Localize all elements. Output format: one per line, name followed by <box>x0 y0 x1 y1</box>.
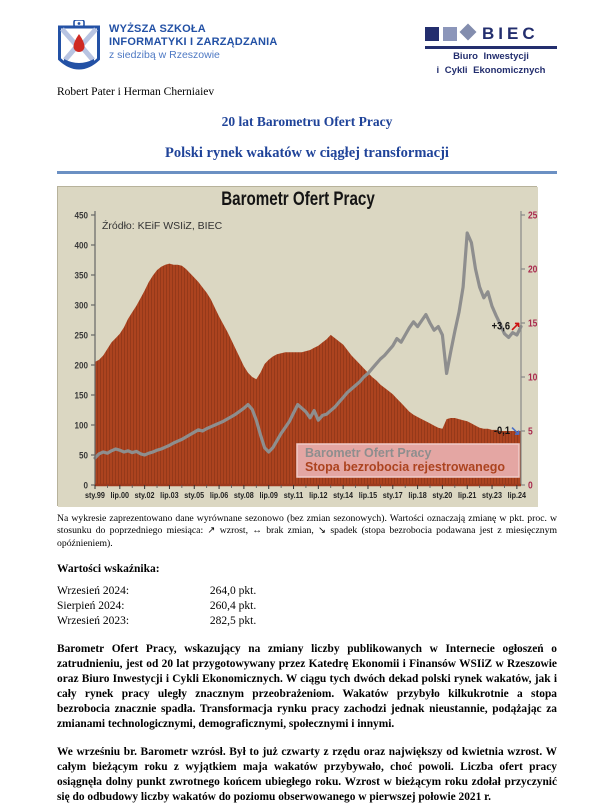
title-divider <box>57 171 557 174</box>
wsiiz-name-line2: INFORMATYKI I ZARZĄDZANIA <box>109 36 278 48</box>
left-axis-tick-label: 250 <box>74 329 89 341</box>
wsiiz-crest-icon <box>57 20 101 72</box>
barometr-chart-svg <box>58 187 538 507</box>
x-axis-tick-label: sty.02 <box>134 490 155 500</box>
right-axis-tick-label: 25 <box>527 209 538 221</box>
body-paragraph-1: Barometr Ofert Pracy, wskazujący na zmiany liczby publikowanych w Internecie ogłoszeń o zatrudnieniu, jest od 20 lat przygotowywany przez Katedrę Ekonomii i Finansów WSIiZ w Rzeszowie oraz Biuro Inwestycji i Cykli Ekonomicznych. W ciągu tych dwóch dekad polski rynek wakatów, jak i cały rynek pracy uległy znacznym przeobrażeniom. Wakatów przybyło kilkukrotnie a stopa bezrobocia znacznie spadła. Transformacja rynku pracy zachodzi jednak nieustannie, podążając za zmianami technologicznymi, demograficznymi, społecznymi i innymi. <box>57 643 557 731</box>
biec-logo-top <box>425 24 557 44</box>
x-axis-tick-label: sty.14 <box>333 490 354 500</box>
biec-square-icon <box>443 27 457 41</box>
wsiiz-logo <box>57 20 278 72</box>
left-axis-tick-label: 50 <box>79 449 89 461</box>
body-paragraph-2: We wrześniu br. Barometr wzrósł. Był to już czwarty z rzędu oraz największy od kwietnia wzrost. W całym bieżącym roku z wyjątkiem maja wakatów przybywało, choć powoli. Liczba ofert pracy osiągnęła dolny punkt zwrotnego końcem ubiegłego roku. Wzrost w bieżącym roku zdołał przyczynić się do odbudowy liczby wakatów do poziomu obserwowanego w pierwszej połowie 2021 r. <box>57 746 557 804</box>
x-axis-tick-label: sty.05 <box>184 490 205 500</box>
wsiiz-name-line1: WYŻSZA SZKOŁA <box>109 23 206 35</box>
chart-source-note: Źródło: KEiF WSIiZ, BIEC <box>102 219 223 232</box>
x-axis-tick-label: lip.03 <box>160 490 179 500</box>
wsiiz-name-line3: z siedzibą w Rzeszowie <box>109 49 220 61</box>
chart-legend <box>297 444 519 477</box>
value-label: Sierpień 2024: <box>57 600 125 613</box>
x-axis-tick-label: lip.00 <box>110 490 129 500</box>
left-axis-tick-label: 350 <box>74 269 89 281</box>
biec-underline <box>425 46 557 49</box>
value-row <box>57 614 557 629</box>
right-axis-tick-label: 0 <box>527 479 533 491</box>
value-label: Wrzesień 2023: <box>57 615 130 628</box>
biec-logo <box>425 20 557 77</box>
down-arrow-icon: ↘ <box>510 422 521 438</box>
legend-entry-barometr: Barometr Ofert Pracy <box>305 445 432 460</box>
value-row <box>57 599 557 614</box>
x-axis-tick-label: lip.18 <box>408 490 427 500</box>
page-title: 20 lat Barometru Ofert Pracy <box>221 114 393 129</box>
left-axis-tick-label: 100 <box>74 419 89 431</box>
chart-footnote: Na wykresie zaprezentowano dane wyrównane sezonowo (bez zmian sezonowych). Wartości oznaczają zmianę w pkt. proc. w stosunku do poprzedniego miesiąca: ↗ wzrost, ↔ brak zmian, ↘ spadek (stopa bezrobocia podawana jest z miesięcznym opóźnieniem). <box>57 512 557 549</box>
right-axis-tick-label: 15 <box>527 317 538 329</box>
value-row <box>57 584 557 599</box>
x-axis-tick-label: sty.23 <box>482 490 502 500</box>
x-axis-tick-label: lip.09 <box>259 490 278 500</box>
biec-sub-line2: i Cykli Ekonomicznych <box>436 64 546 76</box>
authors-line: Robert Pater i Herman Cherniaiev <box>57 86 215 98</box>
x-axis-tick-label: lip.12 <box>309 490 328 500</box>
biec-sub-line1: Biuro Inwestycji <box>453 50 529 62</box>
value-amount: 282,5 pkt. <box>209 615 257 628</box>
left-axis-tick-label: 0 <box>83 479 89 491</box>
barometr-chart <box>57 186 537 506</box>
annotation-unemployment-change: -0,1 <box>493 424 511 437</box>
up-arrow-icon: ↗ <box>510 318 521 334</box>
right-axis-tick-label: 5 <box>527 425 533 437</box>
values-heading: Wartości wskaźnika: <box>57 563 160 576</box>
x-axis-tick-label: lip.15 <box>358 490 378 500</box>
value-amount: 260,4 pkt. <box>209 600 257 613</box>
x-axis-tick-label: lip.24 <box>507 490 527 500</box>
annotation-barometr-change: +3,6 <box>491 320 511 333</box>
x-axis-tick-label: lip.21 <box>457 490 477 500</box>
biec-acronym: BIEC <box>482 24 539 43</box>
x-axis-tick-label: sty.11 <box>283 490 304 500</box>
x-axis-tick-label: sty.20 <box>432 490 453 500</box>
page-header <box>57 20 557 76</box>
right-axis-tick-label: 20 <box>527 263 538 275</box>
wsiiz-logo-text <box>109 20 278 62</box>
chart-title: Barometr Ofert Pracy <box>221 186 375 209</box>
biec-square-icon <box>425 27 439 41</box>
x-axis-tick-label: lip.06 <box>209 490 229 500</box>
left-axis-tick-label: 200 <box>74 359 89 371</box>
right-axis-tick-label: 10 <box>527 371 538 383</box>
values-list <box>57 584 557 629</box>
legend-entry-unemployment: Stopa bezrobocia rejestrowanego <box>305 459 506 474</box>
page-subtitle: Polski rynek wakatów w ciągłej transformacji <box>165 145 449 161</box>
left-axis-tick-label: 400 <box>74 239 89 251</box>
x-axis-tick-label: sty.17 <box>382 490 403 500</box>
left-axis-tick-label: 300 <box>74 299 89 311</box>
x-axis-tick-label: sty.08 <box>233 490 254 500</box>
x-axis-tick-label: sty.99 <box>84 490 105 500</box>
value-label: Wrzesień 2024: <box>57 585 130 598</box>
left-axis-tick-label: 450 <box>74 209 89 221</box>
biec-diamond-icon <box>460 24 477 41</box>
value-amount: 264,0 pkt. <box>209 585 257 598</box>
left-axis-tick-label: 150 <box>74 389 89 401</box>
